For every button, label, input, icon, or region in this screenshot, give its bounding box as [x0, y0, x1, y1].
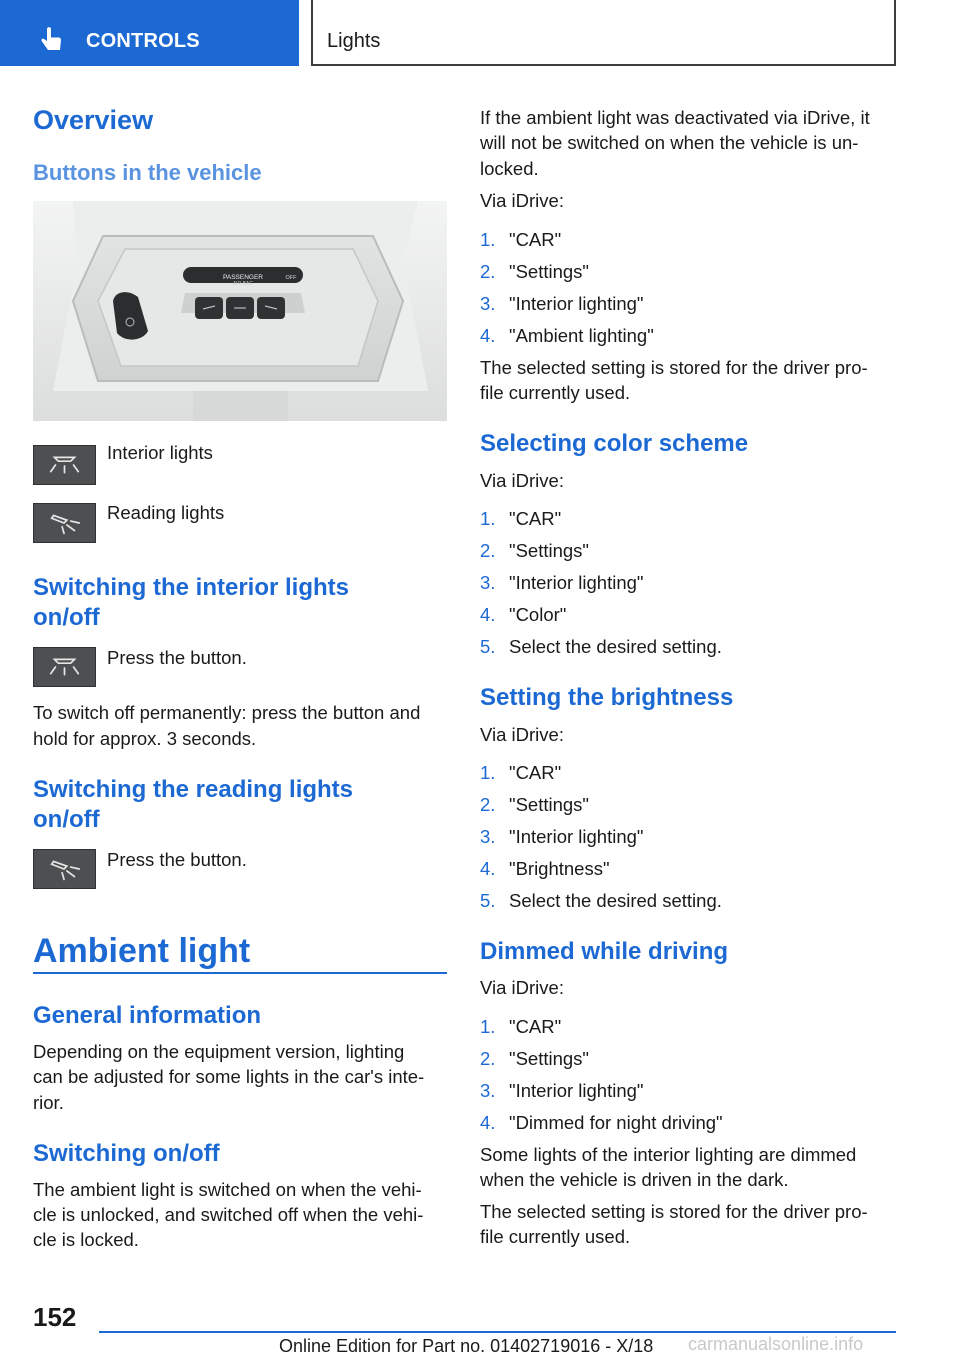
interior-press-text: Press the button. — [107, 647, 247, 668]
list-item: 4. "Color" — [480, 604, 567, 625]
list-item: 2. "Settings" — [480, 1048, 589, 1069]
list-item: 5. Select the desired setting. — [480, 636, 722, 657]
list-item: 3. "Interior lighting" — [480, 1080, 644, 1101]
interior-lights-label: Interior lights — [107, 442, 213, 463]
general-text-1: Depending on the equipment version, lighting — [33, 1041, 405, 1062]
edition-text: Online Edition for Part no. 01402719016 - X/18 — [279, 1336, 654, 1356]
list-item: 3. "Interior lighting" — [480, 293, 644, 314]
ambient-light-title: Ambient light — [33, 932, 251, 970]
stored-text-d-2: file currently used. — [480, 1226, 631, 1247]
dimmed-heading: Dimmed while driving — [480, 938, 729, 965]
dimmed-steps — [480, 1014, 723, 1142]
dimmed-text-1: Some lights of the interior lighting are dimmed — [480, 1144, 857, 1165]
interior-light-button-icon — [33, 647, 96, 687]
stored-text-a-1: The selected setting is stored for the driver pro‐ — [480, 357, 868, 378]
reading-lights-heading: Switching the reading lights on/off — [33, 776, 354, 833]
chapter-title: Lights — [327, 30, 381, 52]
list-item: 4. "Brightness" — [480, 858, 610, 879]
list-item: 2. "Settings" — [480, 261, 589, 282]
airbag-off-label: OFF — [285, 275, 297, 281]
intro-text-1: If the ambient light was deactivated via iDrive, it — [480, 107, 870, 128]
list-item: 4. "Dimmed for night driving" — [480, 1112, 723, 1133]
overview-heading: Overview — [33, 105, 154, 135]
list-item: 2. "Settings" — [480, 540, 589, 561]
interior-off-text-1: To switch off permanently: press the button and — [33, 702, 421, 723]
list-item: 1. "CAR" — [480, 762, 562, 783]
brightness-steps — [480, 760, 722, 920]
chapter-tab — [311, 0, 896, 66]
section-title: CONTROLS — [86, 30, 200, 52]
overhead-console-photo — [33, 201, 447, 421]
reading-lights-label: Reading lights — [107, 502, 225, 523]
list-item: 5. Select the desired setting. — [480, 890, 722, 911]
color-steps — [480, 506, 722, 666]
general-info-heading: General information — [33, 1002, 262, 1029]
list-item: 3. "Interior lighting" — [480, 826, 644, 847]
switching-text-2: cle is unlocked, and switched off when the vehi‐ — [33, 1204, 424, 1225]
watermark-text: carmanualsonline.info — [688, 1334, 864, 1354]
hand-pointer-icon — [38, 26, 66, 54]
stored-text-a-2: file currently used. — [480, 382, 631, 403]
via-idrive-b: Via iDrive: — [480, 470, 564, 491]
page-number: 152 — [33, 1302, 77, 1332]
list-item: 1. "CAR" — [480, 229, 562, 250]
airbag-label-2: AIR BAG — [232, 281, 254, 287]
interior-off-text-2: hold for approx. 3 seconds. — [33, 728, 257, 749]
intro-text-2: will not be switched on when the vehicle is un‐ — [480, 132, 859, 153]
section-tab — [0, 0, 299, 66]
via-idrive-d: Via iDrive: — [480, 977, 564, 998]
airbag-label: PASSENGER — [223, 274, 263, 281]
ambient-divider — [33, 972, 447, 974]
list-item: 1. "CAR" — [480, 1016, 562, 1037]
reading-light-button-icon — [33, 849, 96, 889]
brightness-heading: Setting the brightness — [480, 684, 734, 711]
switching-text-1: The ambient light is switched on when the vehi‐ — [33, 1179, 422, 1200]
list-item: 1. "CAR" — [480, 508, 562, 529]
buttons-subheading: Buttons in the vehicle — [33, 160, 262, 185]
reading-light-icon — [33, 503, 96, 543]
reading-press-text: Press the button. — [107, 849, 247, 870]
switching-text-3: cle is locked. — [33, 1229, 139, 1250]
ambient-steps — [480, 227, 654, 355]
interior-light-icon — [33, 445, 96, 485]
list-item: 4. "Ambient lighting" — [480, 325, 654, 346]
stored-text-d-1: The selected setting is stored for the driver pro‐ — [480, 1201, 868, 1222]
switching-on-off-heading: Switching on/off — [33, 1140, 220, 1167]
list-item: 3. "Interior lighting" — [480, 572, 644, 593]
via-idrive-c: Via iDrive: — [480, 724, 564, 745]
footer-divider — [99, 1331, 896, 1333]
intro-text-3: locked. — [480, 158, 539, 179]
dimmed-text-2: when the vehicle is driven in the dark. — [480, 1169, 789, 1190]
general-text-2: can be adjusted for some lights in the car's inte‐ — [33, 1066, 425, 1087]
via-idrive-a: Via iDrive: — [480, 190, 564, 211]
interior-lights-heading: Switching the interior lights on/off — [33, 574, 350, 631]
color-scheme-heading: Selecting color scheme — [480, 430, 749, 457]
general-text-3: rior. — [33, 1092, 64, 1113]
list-item: 2. "Settings" — [480, 794, 589, 815]
